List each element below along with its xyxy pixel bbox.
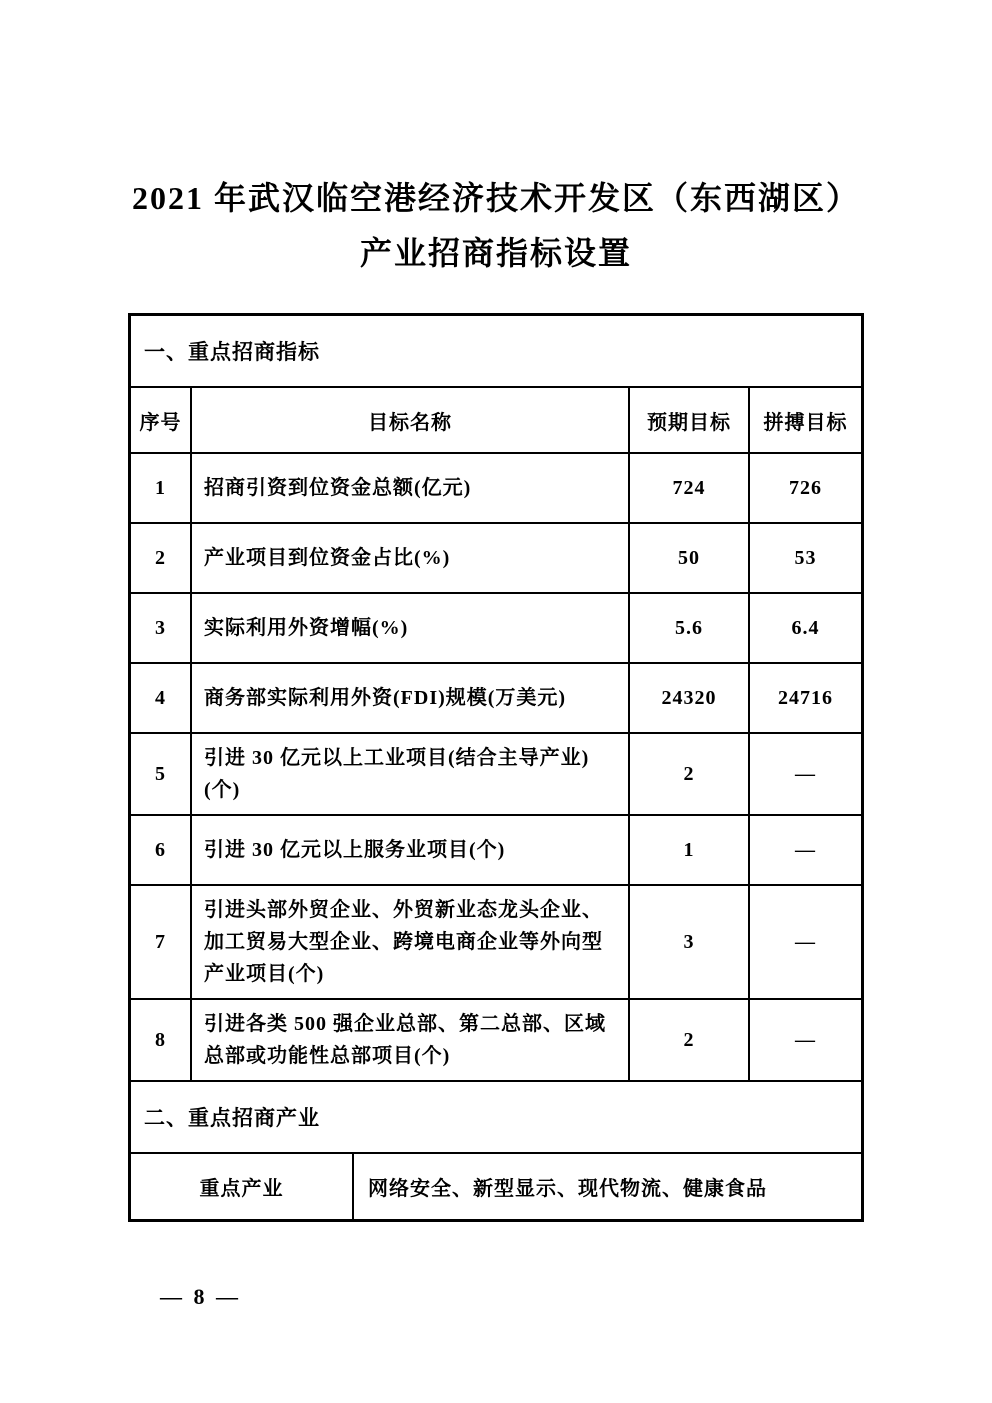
row-no: 1 (131, 453, 191, 523)
row-expected: 724 (629, 453, 749, 523)
table-row (131, 523, 861, 593)
row-no: 3 (131, 593, 191, 663)
row-no: 6 (131, 815, 191, 885)
row-target-name: 引进 30 亿元以上服务业项目(个) (191, 815, 629, 885)
section1-header-row (131, 316, 861, 387)
row-expected: 3 (629, 885, 749, 999)
section1-title: 一、重点招商指标 (131, 316, 861, 387)
key-industry-value: 网络安全、新型显示、现代物流、健康食品 (353, 1153, 861, 1219)
table-row (131, 815, 861, 885)
col-header-expected-target: 预期目标 (629, 387, 749, 453)
key-industries-table (131, 1082, 861, 1219)
key-industry-label: 重点产业 (131, 1153, 353, 1219)
table-row (131, 453, 861, 523)
row-stretch: 6.4 (749, 593, 861, 663)
table-row (131, 733, 861, 815)
row-stretch: 24716 (749, 663, 861, 733)
page-title-line1: 2021 年武汉临空港经济技术开发区（东西湖区） (131, 180, 860, 216)
row-no: 4 (131, 663, 191, 733)
page-title-line2: 产业招商指标设置 (359, 235, 632, 271)
page-title (0, 0, 992, 271)
column-header-row (131, 387, 861, 453)
row-target-name: 引进各类 500 强企业总部、第二总部、区域总部或功能性总部项目(个) (191, 999, 629, 1081)
row-stretch: — (749, 815, 861, 885)
row-stretch: — (749, 733, 861, 815)
row-expected: 2 (629, 733, 749, 815)
row-expected: 50 (629, 523, 749, 593)
table-row (131, 593, 861, 663)
row-expected: 2 (629, 999, 749, 1081)
row-stretch: — (749, 885, 861, 999)
row-target-name: 实际利用外资增幅(%) (191, 593, 629, 663)
row-target-name: 招商引资到位资金总额(亿元) (191, 453, 629, 523)
row-no: 2 (131, 523, 191, 593)
table-row (131, 663, 861, 733)
table-row (131, 885, 861, 999)
row-expected: 1 (629, 815, 749, 885)
col-header-no: 序号 (131, 387, 191, 453)
row-no: 8 (131, 999, 191, 1081)
section2-header-row (131, 1082, 861, 1153)
row-no: 7 (131, 885, 191, 999)
indicators-table-frame (128, 313, 864, 1222)
row-no: 5 (131, 733, 191, 815)
key-indicators-table (131, 316, 861, 1082)
col-header-target-name: 目标名称 (191, 387, 629, 453)
row-target-name: 产业项目到位资金占比(%) (191, 523, 629, 593)
row-expected: 5.6 (629, 593, 749, 663)
row-target-name: 商务部实际利用外资(FDI)规模(万美元) (191, 663, 629, 733)
row-expected: 24320 (629, 663, 749, 733)
row-stretch: 726 (749, 453, 861, 523)
col-header-stretch-target: 拼搏目标 (749, 387, 861, 453)
page-number: — 8 — (160, 1284, 241, 1309)
row-stretch: — (749, 999, 861, 1081)
row-stretch: 53 (749, 523, 861, 593)
key-industry-row (131, 1153, 861, 1219)
row-target-name: 引进 30 亿元以上工业项目(结合主导产业)(个) (191, 733, 629, 815)
section2-title: 二、重点招商产业 (131, 1082, 861, 1153)
row-target-name: 引进头部外贸企业、外贸新业态龙头企业、加工贸易大型企业、跨境电商企业等外向型产业项目(个) (191, 885, 629, 999)
table-row (131, 999, 861, 1081)
